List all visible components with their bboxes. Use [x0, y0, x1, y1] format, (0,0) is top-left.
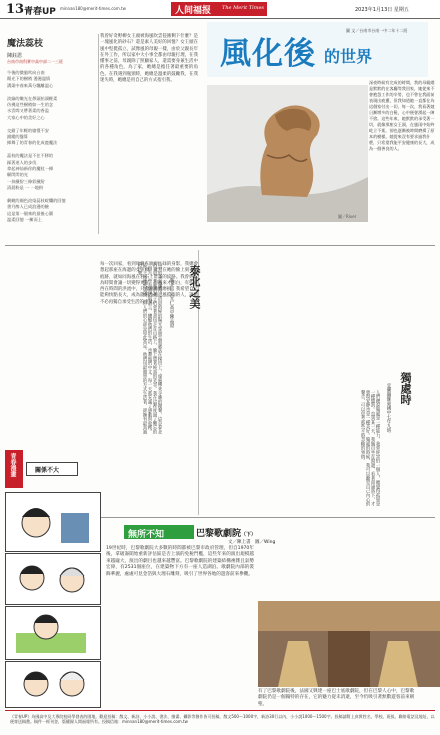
- poem-line: 錯縱的盤算: [7, 134, 28, 139]
- footer-divider: [5, 710, 435, 711]
- poem-line: 大家心中的美好之心: [7, 114, 45, 120]
- rock-illustration: [207, 85, 368, 222]
- poem-line: 揮舞了的青春的化成鹿魔法: [7, 140, 58, 146]
- opera-photo: [258, 601, 440, 687]
- poem-line: 水雲間又帶著柔的香盈: [7, 108, 49, 114]
- header-divider: [0, 18, 440, 19]
- article-body-center: 每一次回家，看到母親在廚房忙碌的身影，我總會想起那座在海邊的女王頭。歲月在她的臉上刻下了痕跡，就如同海風在岩石上留下的紋路。我曾經以為時間會讓一切變得更好，但後來才明白，有些東西在時間的洪流中，只會漸漸被磨損。我希望自己能夠快點長大，成為能夠為她遮風擋雨的人，讓她不必再獨自承受生活的重量。: [100, 262, 198, 305]
- section-divider: [5, 245, 435, 246]
- section-name: 青春UP: [24, 7, 56, 17]
- poem-line: 願閃閃的光: [7, 172, 28, 178]
- image-caption: 圖／River: [338, 214, 357, 219]
- opera-badge-label: [128, 527, 164, 540]
- article-title-main: 風化後: [220, 36, 316, 72]
- badge-part1: 無: [128, 530, 138, 540]
- left-poem-title: 魔法蕊枝: [7, 39, 44, 49]
- solo-article-body: 人們總說獨處是一種能力，我曾經害怕一個人，總覺得孤單是一種懲罰。直到某一天，我獨自坐在窗邊，看著雨滴落下，才發現安靜也是一種美好。獨處的時候，我可以聽見自己內心的聲音，可以思考那些平時忽略的事情。: [360, 390, 380, 507]
- article-title-sub: 的世界: [324, 47, 373, 66]
- poem-line: 踩著迷人的步伐: [7, 159, 37, 165]
- poem-line: 劇蛻的顏色渲染蕊枝綻爛的回憶: [7, 198, 66, 203]
- header-email: minnan180@merit-times.com.tw: [60, 6, 126, 11]
- poem-line: 淡綠的嫩光在鼻頭抬頭輕柔: [7, 95, 58, 101]
- solo-article-author: 宜蘭縣羅東國中七年九班: [386, 383, 391, 433]
- comic-title: 關係不大: [35, 467, 60, 474]
- opera-caption: 有了巴黎歌劇院後，法國又興建一座巴士底歌劇院，但在巴黎人心中，巴黎歌劇院仍是一個獨特的存在，它的魅力從未消逝，至今仍吸引著無數遊客前來朝聖。: [258, 689, 415, 707]
- badge-part2: 所不知: [137, 530, 165, 540]
- poem-line: 拿起神仙新你的魔杖一揮: [7, 166, 54, 171]
- comic-badge-label: 青春漫畫: [9, 453, 16, 477]
- taibei-article-title: 泰北之美: [188, 265, 201, 309]
- article-byline: 圖 文／台南市台南一中二年十二班: [346, 28, 408, 33]
- poem-line: 交錯了年輕的憧憬不安: [7, 127, 49, 133]
- poem-line: 這是第一個來的最後心圍: [7, 210, 54, 216]
- solo-article-title: 獨處時: [399, 372, 412, 405]
- poem-line: 溫柔回憶 一擁而上: [7, 217, 42, 223]
- poem-line: 陽光下的樹梢 漫漫溫情: [7, 76, 51, 82]
- poem-line: 午後的微風吹向台南: [7, 70, 45, 75]
- poem-line: 蕊枝的魔法是不住不移的: [7, 153, 54, 159]
- intro-text: 我曾好奇野柳女王頭被海風吹雲侵蝕剩下什麼？是一塊風化的砂石？還是素人美好的回憶？女王頭在風中堅挺孤立，試像風的母親一樣，由於父親長年在外工作，所以家中大小事全都由母親打理，在我懂事之前，母親除了照顧家人，還需要身兼生活中的各種角色，為了家，她總是擔任著最重要的角色。在我遇到瓶頸時，她總是溫柔的鼓勵我，在我迷失時，她總是用自己的方式指引我。: [100, 34, 198, 84]
- issue-date: 2023年1月13日 星期五: [355, 7, 409, 13]
- comic-panel: [5, 606, 101, 660]
- logo-english: The Merit Times: [222, 5, 264, 11]
- poem-line: 書月醉人已成浪漫的臉: [7, 204, 49, 210]
- comic-panel: [5, 553, 101, 605]
- poem-line: 清晨粉是 一 一地粉: [7, 185, 44, 191]
- poem-line: 仿佛這些樹梢如一生的念: [7, 102, 54, 107]
- opera-title-suffix: （下）: [241, 532, 257, 538]
- logo-chinese: 人间福报: [175, 6, 212, 16]
- page-number: 13: [6, 2, 25, 17]
- poem-line: 一抹繽紛三條彩繽紛: [7, 178, 45, 184]
- left-poem-author: 陳鈺恩: [7, 53, 23, 59]
- footer-notice: 《青春UP》為國高中及大專院校同學發表的園地，歡迎投稿：散文、新詩、小小說、書法、繪畫、攝影等創作皆可投稿，散文500～1000字，新詩30行以內，小小說1000～1500字。投稿請附上真實姓名、學校、班級、聯絡電話及地址，以便寄送稿費。稿件一經刊登，版權歸人間福報所有。投稿信箱：minnan180@merit-times.com.tw: [10, 714, 435, 725]
- opera-title: [196, 526, 256, 539]
- poem-line: 溝渠中春來萬分飄離溫心: [7, 82, 54, 88]
- opera-title-main: 巴黎歌劇院: [196, 529, 242, 539]
- left-poem-school: 台南市南科實中高中部二一三班: [7, 59, 63, 64]
- taibei-article-body: 山中的霧氣瀰漫，清晨時候的陽光穿過雲層灑落在梯田上，遠處傳來寺廟的鐘聲，這是泰北的早晨。當地的孩子們背著書包走在山路上，臉上帶著純真的笑容。我在這裡度過了難忘的一個月，學習他們的語言，體驗他們的生活，也教他們中文。每一天都充滿了感動與收穫。這片土地雖然貧瘠，但人們的心卻是如此富足。他們用最簡單的方式生活著，卻擁有最真誠的快樂。: [137, 262, 162, 434]
- opera-byline: 文／陳上書 圖／Wing: [228, 540, 276, 545]
- taibei-article-author: 新北市立光仁高中陳品澄: [169, 278, 174, 328]
- article-body-right: 深夜時候有完成的時間，我的母親總是默默的在客廳等我回家，她從來不會抱怨工作的辛勞，也不曾在我面前表現出疲憊，但我知道她一直都在為這個家付出一切。每一次，我看著她日漸增多的白髮，心中便會湧起一陣不捨。這些年來，她默默的承受著一切，就像那座女王頭，在風雨中始終屹立不搖，卻也逐漸被時間磨損了原本的模樣。她從來沒有要求過我什麼，只希望我能平安健康的長大，成為一個善良的人。: [369, 80, 435, 151]
- comic-panel: [5, 492, 101, 552]
- comic-panel: [5, 661, 101, 708]
- opera-body: 19世紀時，巴黎歌劇院大多數的時間都被巴黎市政府管理，但自1970年後，拿破崙開始重新評估區是否上演的免稅門檻，這些年來的演出規模越來越龐大，演出的劇目也越來越豐富。巴黎歌劇院的建築結構複雜且氣勢宏偉，有2531個座位，在建築物下方有一座人造湖泊。歌劇院內部的裝飾華麗，處處可見金箔與大理石雕刻，吸引了世界各地的遊客前來參觀。: [106, 546, 254, 577]
